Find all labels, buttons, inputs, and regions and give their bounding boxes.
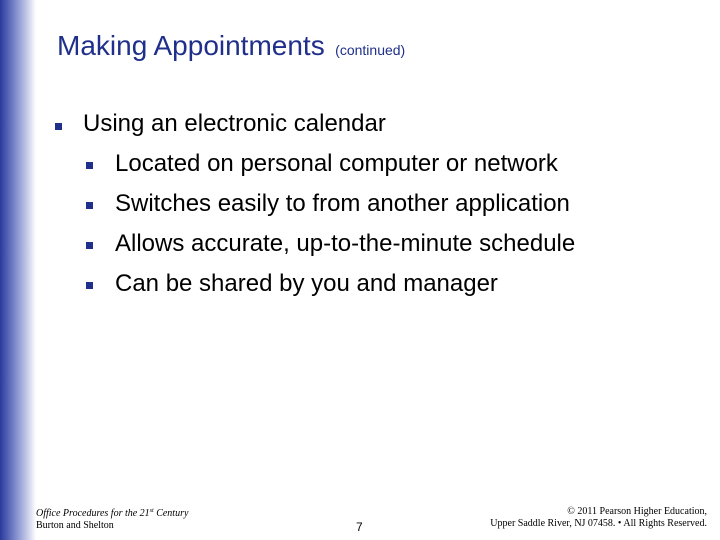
bullet-icon bbox=[55, 123, 62, 130]
book-title-sup: st bbox=[149, 508, 154, 514]
book-title-suffix: Century bbox=[153, 508, 189, 519]
footer-authors: Burton and Shelton bbox=[36, 520, 114, 531]
sub-bullet-text: Allows accurate, up-to-the-minute schedule bbox=[115, 230, 576, 257]
sub-bullet-text: Can be shared by you and manager bbox=[115, 270, 498, 297]
sub-bullet-text: Switches easily to from another application bbox=[115, 190, 570, 217]
main-bullet-text: Using an electronic calendar bbox=[83, 110, 386, 137]
footer-book-title bbox=[36, 508, 188, 520]
page-number: 7 bbox=[356, 520, 363, 534]
book-title-prefix: Office Procedures for the 21 bbox=[36, 508, 150, 519]
title-text: Making Appointments bbox=[57, 30, 325, 61]
title-suffix: (continued) bbox=[335, 42, 406, 58]
bullet-icon bbox=[86, 202, 93, 209]
bullet-icon bbox=[86, 162, 93, 169]
left-gradient-bar bbox=[0, 0, 36, 540]
copyright-line-2: Upper Saddle River, NJ 07458. • All Rights Reserved. bbox=[490, 518, 707, 529]
footer-copyright bbox=[490, 506, 707, 530]
bullet-icon bbox=[86, 282, 93, 289]
slide-title bbox=[57, 30, 405, 62]
bullet-icon bbox=[86, 242, 93, 249]
sub-bullet-text: Located on personal computer or network bbox=[115, 150, 558, 177]
footer-book-info bbox=[36, 508, 188, 532]
copyright-line-1: © 2011 Pearson Higher Education, bbox=[567, 506, 707, 517]
